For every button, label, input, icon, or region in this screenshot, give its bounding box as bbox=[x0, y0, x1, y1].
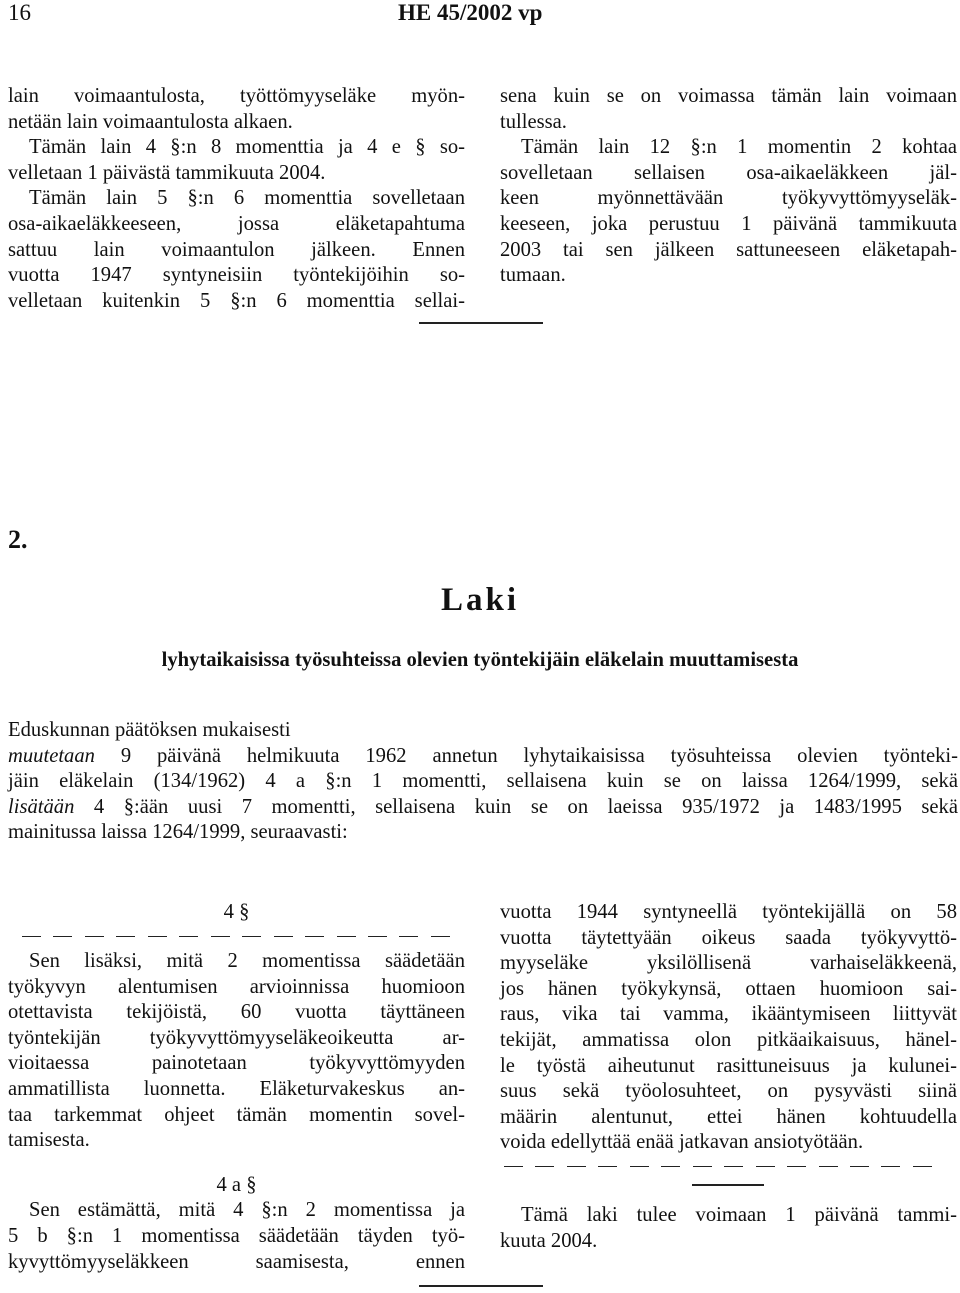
add-text: 4 §:ään uusi 7 momentti, sellaisena kuin se on laeissa 935/1972 ja 1483/1995 sekä bbox=[74, 795, 958, 818]
text-line: velletaan kuitenkin 5 §:n 6 momenttia sellai- bbox=[8, 289, 465, 312]
text-line: sena kuin se on voimassa tämän lain voimaan bbox=[500, 85, 957, 107]
text-line: Tämän lain 12 §:n 1 momentin 2 kohtaa bbox=[521, 136, 957, 159]
text-line: voida edellyttää enää jatkavan ansiotyötään. bbox=[500, 1131, 864, 1154]
text-line: 5 b §:n 1 momentissa säädetään täyden työ- bbox=[8, 1225, 465, 1248]
law-title: Laki bbox=[440, 582, 520, 618]
add-keyword: lisätään bbox=[8, 795, 75, 818]
text-line: vioitaessa painotetaan työkyvyttömyyden bbox=[8, 1052, 465, 1075]
text-line: suus sekä työolosuhteet, on pysyvästi siinä bbox=[500, 1080, 957, 1103]
text-line: Tämän lain 4 §:n 8 momenttia ja 4 e § so- bbox=[29, 136, 465, 159]
preamble-add-line bbox=[8, 795, 958, 821]
text-line: ammatillista luonnetta. Eläketurvakeskus an- bbox=[8, 1078, 465, 1101]
text-line: 2003 tai sen jälkeen sattuneeseen eläketapah- bbox=[500, 238, 957, 261]
text-line: määrin alentunut, ettei hänen kohtuudella bbox=[500, 1105, 957, 1128]
bottom-left-column bbox=[8, 900, 465, 1275]
section-separator bbox=[419, 322, 543, 324]
preamble-amend-line bbox=[8, 744, 958, 770]
text-line: vuotta 1947 syntyneisiin työntekijöihin so- bbox=[8, 264, 465, 287]
law-number: 2. bbox=[8, 525, 28, 554]
law-subtitle: lyhytaikaisissa työsuhteissa olevien työntekijäin eläkelain muuttamisesta bbox=[161, 649, 799, 671]
text-line: keeseen, joka perustuu 1 päivänä tammikuuta bbox=[500, 212, 957, 235]
amend-text: 9 päivänä helmikuuta 1962 annetun lyhytaikaisissa työsuhteissa olevien työnteki- bbox=[94, 744, 958, 767]
text-line: tekijät, ammatissa olon pitkäaikaisuus, hänel- bbox=[500, 1028, 957, 1051]
text-line: sovelletaan sellaisen osa-aikaeläkkeen jäl- bbox=[500, 161, 957, 184]
top-left-column bbox=[8, 84, 465, 314]
text-line: tamisesta. bbox=[8, 1129, 90, 1152]
entry-into-force-separator bbox=[692, 1184, 764, 1186]
text-line: jos hänen työkykynsä, ottaen huomioon sai- bbox=[500, 977, 957, 1000]
text-line: netään lain voimaantulosta alkaen. bbox=[8, 110, 293, 133]
text-line: sattuu lain voimaantulon jälkeen. Ennen bbox=[8, 238, 465, 261]
text-line: tumaan. bbox=[500, 264, 566, 287]
preamble-add-cont: mainitussa laissa 1264/1999, seuraavasti: bbox=[8, 821, 348, 844]
text-line: keen myönnettävään työkyvyttömyyseläk- bbox=[500, 187, 957, 210]
text-line: lain voimaantulosta, työttömyyseläke myön- bbox=[8, 85, 465, 107]
text-line: kuuta 2004. bbox=[500, 1229, 598, 1252]
text-line: Tämä laki tulee voimaan 1 päivänä tammi- bbox=[521, 1203, 957, 1226]
text-line: kyvyttömyyseläkkeen saamisesta, ennen bbox=[8, 1250, 465, 1273]
page-number: 16 bbox=[8, 0, 31, 25]
text-line: vuotta täytettyään oikeus saada työkyvyttö- bbox=[500, 926, 957, 949]
preamble-intro: Eduskunnan päätöksen mukaisesti bbox=[8, 719, 291, 741]
document-id: HE 45/2002 vp bbox=[398, 0, 543, 25]
text-line: työntekijän työkyvyttömyyseläkeoikeutta ar- bbox=[8, 1026, 465, 1049]
text-line: velletaan 1 päivästä tammikuuta 2004. bbox=[8, 161, 326, 184]
page-end-separator bbox=[419, 1285, 543, 1287]
omitted-text-dashes bbox=[22, 936, 450, 938]
text-line: vuotta 1944 syntyneellä työntekijällä on 58 bbox=[500, 901, 957, 923]
text-line: Tämän lain 5 §:n 6 momenttia sovelletaan bbox=[29, 187, 465, 210]
law-preamble bbox=[8, 718, 958, 846]
bottom-right-column bbox=[500, 900, 957, 1254]
omitted-text-dashes bbox=[504, 1166, 932, 1168]
text-line: otettavista tekijöistä, 60 vuotta täyttäneen bbox=[8, 1001, 465, 1024]
section-heading-4: 4 § bbox=[223, 901, 250, 923]
text-line: työkyvyn alentumisen arvioinnissa huomioon bbox=[8, 975, 465, 998]
text-line: osa-aikaeläkkeeseen, jossa eläketapahtuma bbox=[8, 212, 465, 235]
amend-keyword: muutetaan bbox=[8, 744, 95, 767]
text-line: raus, vika tai vamma, ikääntymiseen liittyvät bbox=[500, 1003, 957, 1026]
text-line: le työstä aiheutunut rasittuneisuus ja kulunei- bbox=[500, 1054, 957, 1077]
preamble-amend-cont: jäin eläkelain (134/1962) 4 a §:n 1 momentti, sellaisena kuin se on laissa 1264/1999, sekä bbox=[8, 770, 958, 793]
text-line: myyseläke yksilöllisenä varhaiseläkkeenä, bbox=[500, 952, 957, 975]
text-line: tullessa. bbox=[500, 110, 567, 133]
text-line: taa tarkemmat ohjeet tämän momentin sovel- bbox=[8, 1103, 465, 1126]
text-line: Sen estämättä, mitä 4 §:n 2 momentissa ja bbox=[29, 1199, 465, 1222]
section-heading-4a: 4 a § bbox=[216, 1173, 257, 1196]
text-line: Sen lisäksi, mitä 2 momentissa säädetään bbox=[29, 950, 465, 973]
top-right-column bbox=[500, 84, 957, 289]
